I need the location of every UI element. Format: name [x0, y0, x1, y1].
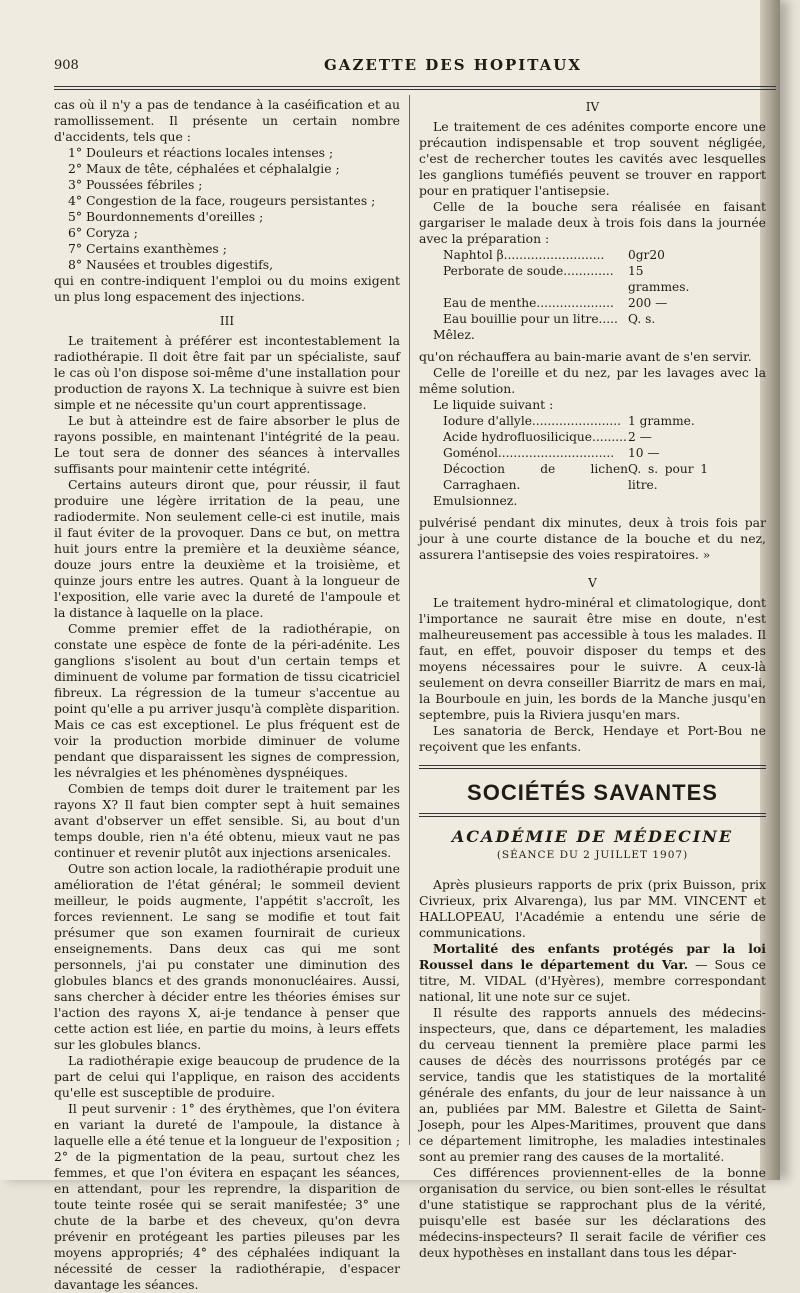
paragraph: Comme premier effet de la radiothérapie, on constate une espèce de fonte de la péri-adénite. Les ganglions s'isolent au bout d'un certain temps et diminuent de volume par formation de tissu cicatriciel fibreux. La régression de la tumeur s'accentue au point qu'elle a pu arriver jusqu'à complète disparition. Mais ce cas est exceptionel. Le plus fréquent est de voir la production morbide diminuer de volume pendant que disparaissent les signes de compression, les névralgies et les phénomènes dyspnéiques. [54, 621, 400, 780]
list-item: 2° Maux de tête, céphalées et céphalalgie ; [68, 161, 340, 176]
paragraph: Outre son action locale, la radiothérapie produit une amélioration de l'état général; le sommeil devient meilleur, le poids augmente, l'appétit s'accroît, les forces reviennent. Le sang se modifie et tout fait présumer que son examen fournirait de curieux enseignements. Dans deux cas qui me sont personnels, j'ai pu constater une diminution des globules blancs et des grands mononucléaires. Aussi, sans chercher à décider entre les théories émises sur l'action des rayons X, ai-je tendance à penser que cette action est liée, en partie du moins, à leurs effets sur les globules blancs. [54, 861, 400, 1052]
ingredient: Goménol.............................. [443, 446, 615, 460]
paragraph: Mêlez. [433, 327, 475, 342]
prescription-row [443, 295, 708, 311]
quantity: Q. s. pour 1 litre. [628, 462, 708, 492]
paragraph: cas où il n'y a pas de tendance à la caséification et au ramollissement. Il présente un certain nombre d'accidents, tels que : [54, 97, 400, 144]
prescription-row [443, 263, 708, 295]
page-number: 908 [54, 58, 79, 73]
prescription-row [443, 429, 708, 445]
prescription-gargle [443, 247, 708, 327]
paragraph: Après plusieurs rapports de prix (prix Buisson, prix Civrieux, prix Alvarenga), lus par MM. VINCENT et HALLOPEAU, l'Académie a entendu une série de communications. [419, 877, 766, 940]
prescription-row [443, 413, 708, 429]
section-number-iv: IV [585, 100, 600, 114]
left-column [54, 97, 400, 1293]
header-rule-second [54, 89, 776, 90]
paragraph: Le traitement de ces adénites comporte encore une précaution indispensable et trop souvent négligée, c'est de rechercher toutes les cavités avec lesquelles les ganglions tuméfiés peuvent se trouver en rapport pour en pratiquer l'antisepsie. [419, 119, 766, 198]
prescription-row [443, 461, 708, 493]
paragraph: Combien de temps doit durer le traitement par les rayons X? Il faut bien compter sept à huit semaines avant d'observer un effet sensible. Si, au bout d'un temps double, rien n'a été obtenu, mieux vaut ne pas continuer et revenir plutôt aux injections arsenicales. [54, 781, 400, 860]
section-number-v: V [588, 576, 597, 590]
paragraph: qui en contre-indiquent l'emploi ou du moins exigent un plus long espacement des injections. [54, 273, 400, 304]
journal-title: GAZETTE DES HOPITAUX [324, 56, 583, 74]
section-double-rule [419, 813, 766, 817]
list-item: 6° Coryza ; [68, 225, 138, 240]
ingredient: Perborate de soude............. [443, 264, 614, 278]
prescription-row [443, 311, 708, 327]
communication-title: Mortalité des enfants protégés par la loi Roussel dans le département du Var. [419, 941, 766, 972]
paragraph: Celle de la bouche sera réalisée en faisant gargariser le malade deux à trois fois dans la journée avec la préparation : [419, 199, 766, 246]
ingredient: Eau de menthe.................... [443, 296, 614, 310]
paragraph: Il résulte des rapports annuels des médecins-inspecteurs, que, dans ce département, les maladies du cerveau tiennent la première place parmi les causes de décès des nourrissons protégés par ce service, tandis que les statistiques de la mortalité générale des enfants, du jour de leur naissance à un an, publiées par MM. Balestre et Giletta de Saint-Joseph, pour les Alpes-Maritimes, prouvent que dans ce département limitrophe, les maladies intestinales sont au premier rang des causes de la mortalité. [419, 1005, 766, 1164]
header-rule [54, 86, 776, 87]
quantity: 10 — [628, 446, 660, 460]
right-column [419, 97, 766, 1261]
paragraph: Le traitement à préférer est incontestablement la radiothérapie. Il doit être fait par un spécialiste, sauf le cas où l'on dispose soi-même d'une installation pour production de rayons X. La technique à suivre est bien simple et ne nécessite qu'un court apprentissage. [54, 333, 400, 412]
academie-heading: ACADÉMIE DE MÉDECINE [451, 827, 734, 846]
ingredient: Eau bouillie pour un litre..... [443, 312, 618, 326]
paragraph: Celle de l'oreille et du nez, par les lavages avec la même solution. [419, 365, 766, 396]
paragraph [419, 941, 766, 1005]
communication-intro: — Sous ce titre, M. VIDAL (d'Hyères), membre correspondant national, lit une note sur ce sujet. [419, 957, 767, 1004]
prescription-row [443, 247, 708, 263]
quantity: Q. s. [628, 312, 656, 326]
list-item: 7° Certains exanthèmes ; [68, 241, 227, 256]
list-item: 4° Congestion de la face, rougeurs persistantes ; [68, 193, 376, 208]
prescription-spray [443, 413, 708, 493]
paragraph: Emulsionnez. [433, 493, 518, 508]
seance-date: (SÉANCE DU 2 JUILLET 1907) [496, 849, 689, 861]
paragraph: Les sanatoria de Berck, Hendaye et Port-Bou ne reçoivent que les enfants. [419, 723, 766, 754]
quantity: 200 — [628, 296, 668, 310]
paragraph: qu'on réchauffera au bain-marie avant de s'en servir. [419, 349, 752, 364]
list-item: 3° Poussées fébriles ; [68, 177, 203, 192]
paragraph: Le but à atteindre est de faire absorber le plus de rayons possible, en maintenant l'intégrité de la peau. Le tout sera de donner des séances à intervalles suffisants pour maintenir cette intégrité. [54, 413, 400, 476]
paragraph: Le liquide suivant : [433, 397, 554, 412]
ingredient: Décoction de lichen Carraghaen. [443, 462, 628, 492]
quantity: 2 — [628, 430, 652, 444]
list-item: 5° Bourdonnements d'oreilles ; [68, 209, 264, 224]
quantity: 0gr20 [628, 248, 665, 262]
list-item: 8° Nausées et troubles digestifs, [68, 257, 274, 272]
paragraph: Ces différences proviennent-elles de la bonne organisation du service, ou bien sont-elles le résultat d'une statistique se rapprochant plus de la vérité, puisqu'elle est basée sur les déclarations des médecins-inspecteurs? Il serait facile de vérifier ces deux hypothèses en installant dans tous les dépar- [419, 1165, 766, 1260]
ingredient: Iodure d'allyle....................... [443, 414, 622, 428]
page-header [54, 56, 774, 78]
paragraph: Certains auteurs diront que, pour réussir, il faut produire une légère irritation de la peau, une radiodermite. Non seulement celle-ci est inutile, mais il faut éviter de la provoquer. Dans ce but, on mettra huit jours entre la première et la deuxième séance, douze jours entre la deuxième et la troisième, et quinze jours entre les autres. Quant à la longueur de l'exposition, elle varie avec la dureté de l'ampoule et la distance à laquelle on la place. [54, 477, 400, 620]
section-title-societes-savantes: SOCIÉTÉS SAVANTES [467, 780, 718, 805]
paragraph: Il peut survenir : 1° des érythèmes, que l'on évitera en variant la dureté de l'ampoule, la distance à laquelle elle a été tenue et la longueur de l'exposition ; 2° de la pigmentation de la peau, surtout chez les femmes, et que l'on évitera en espaçant les séances, en attendant, pour les reprendre, la disparition de toute teinte rosée qui se serait manifestée; 3° une chute de la barbe et des cheveux, qu'on devra prévenir en protégeant les parties pileuses par les moyens appropriés; 4° des céphalées indiquant la nécessité de cesser la radiothérapie, d'espacer davantage les séances. [54, 1101, 400, 1292]
ingredient: Acide hydrofluosilicique......... [443, 430, 627, 444]
ingredient: Naphtol β.......................... [443, 248, 605, 262]
list-item: 1° Douleurs et réactions locales intenses ; [68, 145, 334, 160]
prescription-row [443, 445, 708, 461]
section-number-iii: III [219, 314, 235, 328]
paragraph: Le traitement hydro-minéral et climatologique, dont l'importance ne saurait être mise en doute, n'est malheureusement pas accessible à tous les malades. Il faut, en effet, pouvoir disposer du temps et des moyens nécessaires pour le suivre. A ceux-là seulement on devra conseiller Biarritz de mars en mai, la Bourboule en juin, les bords de la Manche jusqu'en septembre, puis la Riviera jusqu'en mars. [419, 595, 766, 722]
paragraph: pulvérisé pendant dix minutes, deux à trois fois par jour à une courte distance de la bouche et du nez, assurera l'antisepsie des voies respiratoires. » [419, 515, 766, 562]
section-double-rule [419, 765, 766, 769]
column-divider [409, 95, 410, 1145]
quantity: 1 gramme. [628, 414, 695, 428]
quantity: 15 grammes. [628, 264, 690, 294]
paragraph: La radiothérapie exige beaucoup de prudence de la part de celui qui l'applique, en raison des accidents qu'elle est susceptible de produire. [54, 1053, 400, 1100]
